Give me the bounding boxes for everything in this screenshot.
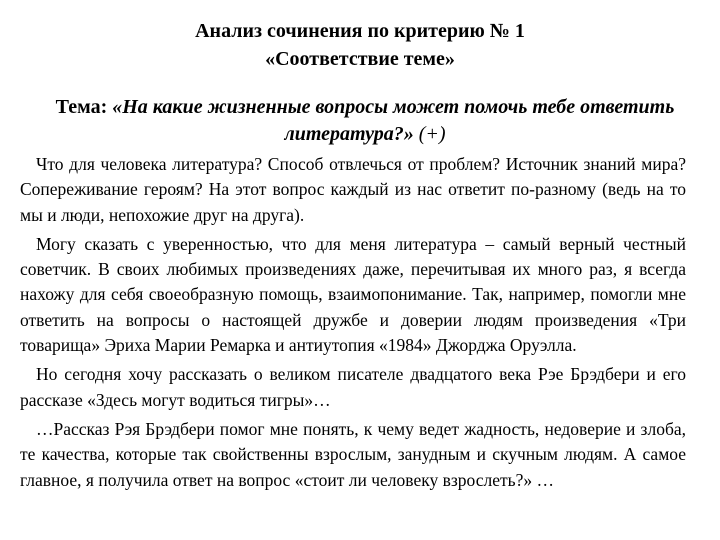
paragraph: Что для человека литература? Способ отвлечься от проблем? Источник знаний мира? Сопереживание героям? На этот вопрос каждый из нас ответит по-разному (ведь на то мы и люди, непохожие друг на друга). bbox=[20, 154, 686, 225]
paragraph: …Рассказ Рэя Брэдбери помог мне понять, к чему ведет жадность, недоверие и злоба, те качества, которые так свойственны взрослым, занудным и скучным людям. А самое главное, я получила ответ на вопрос «стоит ли человеку взрослеть?» … bbox=[20, 418, 686, 490]
topic-mark: (+) bbox=[418, 123, 446, 145]
essay-topic bbox=[40, 94, 690, 148]
topic-label: Тема: bbox=[55, 96, 108, 118]
document-subtitle: «Соответствие теме» bbox=[265, 48, 455, 70]
paragraph: Могу сказать с уверенностью, что для меня литература – самый верный честный советчик. В своих любимых произведениях даже, перечитывая их много раз, я всегда нахожу для себя своеобразную помощь, взаимопонимание. Так, например, помогли мне ответить на вопросы о настоящей дружбе и доверии людям произведения «Три товарища» Эриха Марии Ремарка и антиутопия «1984» Джорджа Оруэлла. bbox=[20, 233, 686, 356]
document-title: Анализ сочинения по критерию № 1 bbox=[195, 20, 525, 42]
essay-body bbox=[20, 152, 686, 497]
paragraph: Но сегодня хочу рассказать о великом писателе двадцатого века Рэе Брэдбери и его рассказе «Здесь могут водиться тигры»… bbox=[20, 364, 686, 410]
topic-question: «На какие жизненные вопросы может помочь тебе ответить литература?» bbox=[112, 96, 675, 145]
